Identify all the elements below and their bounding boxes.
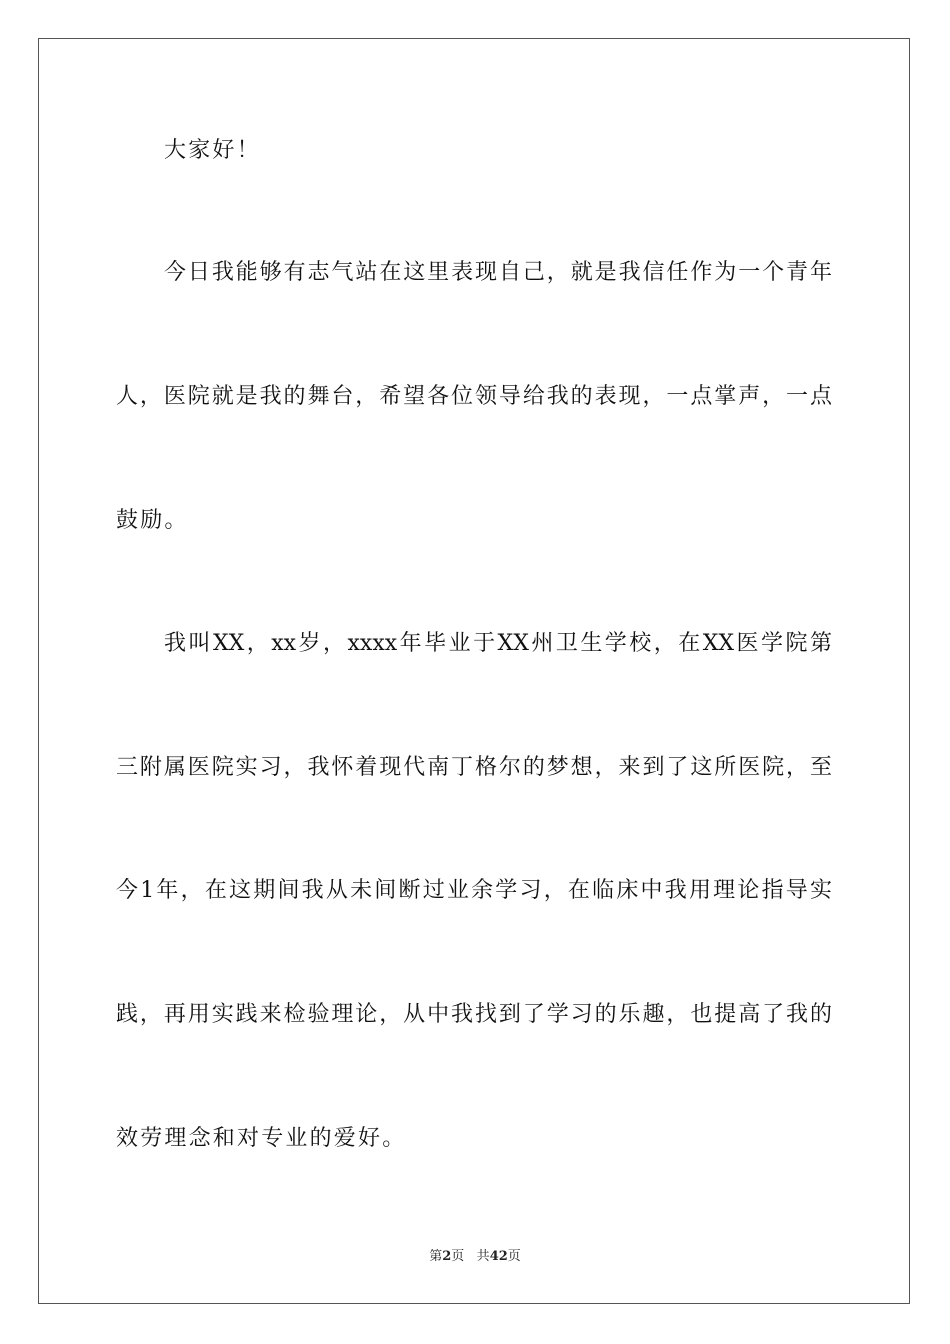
page-footer: [0, 1248, 950, 1266]
paragraph-1-line-3: 鼓励。: [116, 508, 189, 533]
paragraph-2-line-2: 三附属医院实习，我怀着现代南丁格尔的梦想，来到了这所医院，至: [116, 755, 832, 780]
paragraph-1-line-2: 人，医院就是我的舞台，希望各位领导给我的表现，一点掌声，一点: [116, 384, 832, 409]
paragraph-1-line-1: 今日我能够有志气站在这里表现自己，就是我信任作为一个青年: [164, 260, 832, 285]
page-suffix: 页: [451, 1249, 465, 1264]
page-number: 2: [442, 1249, 452, 1264]
total-suffix: 页: [507, 1249, 521, 1264]
paragraph-2-line-5: 效劳理念和对专业的爱好。: [116, 1126, 407, 1151]
paragraph-2-line-1: 我叫XX，xx岁，xxxx年毕业于XX州卫生学校，在XX医学院第: [164, 631, 832, 656]
total-prefix: 共: [476, 1249, 490, 1264]
page-prefix: 第: [429, 1249, 443, 1264]
paragraph-2-line-4: 践，再用实践来检验理论，从中我找到了学习的乐趣，也提高了我的: [116, 1002, 832, 1027]
page-border: [38, 38, 910, 1304]
paragraph-2-line-3: 今1年，在这期间我从未间断过业余学习，在临床中我用理论指导实: [116, 878, 832, 903]
total-pages: 42: [489, 1249, 508, 1264]
greeting-line: 大家好！: [164, 138, 261, 163]
